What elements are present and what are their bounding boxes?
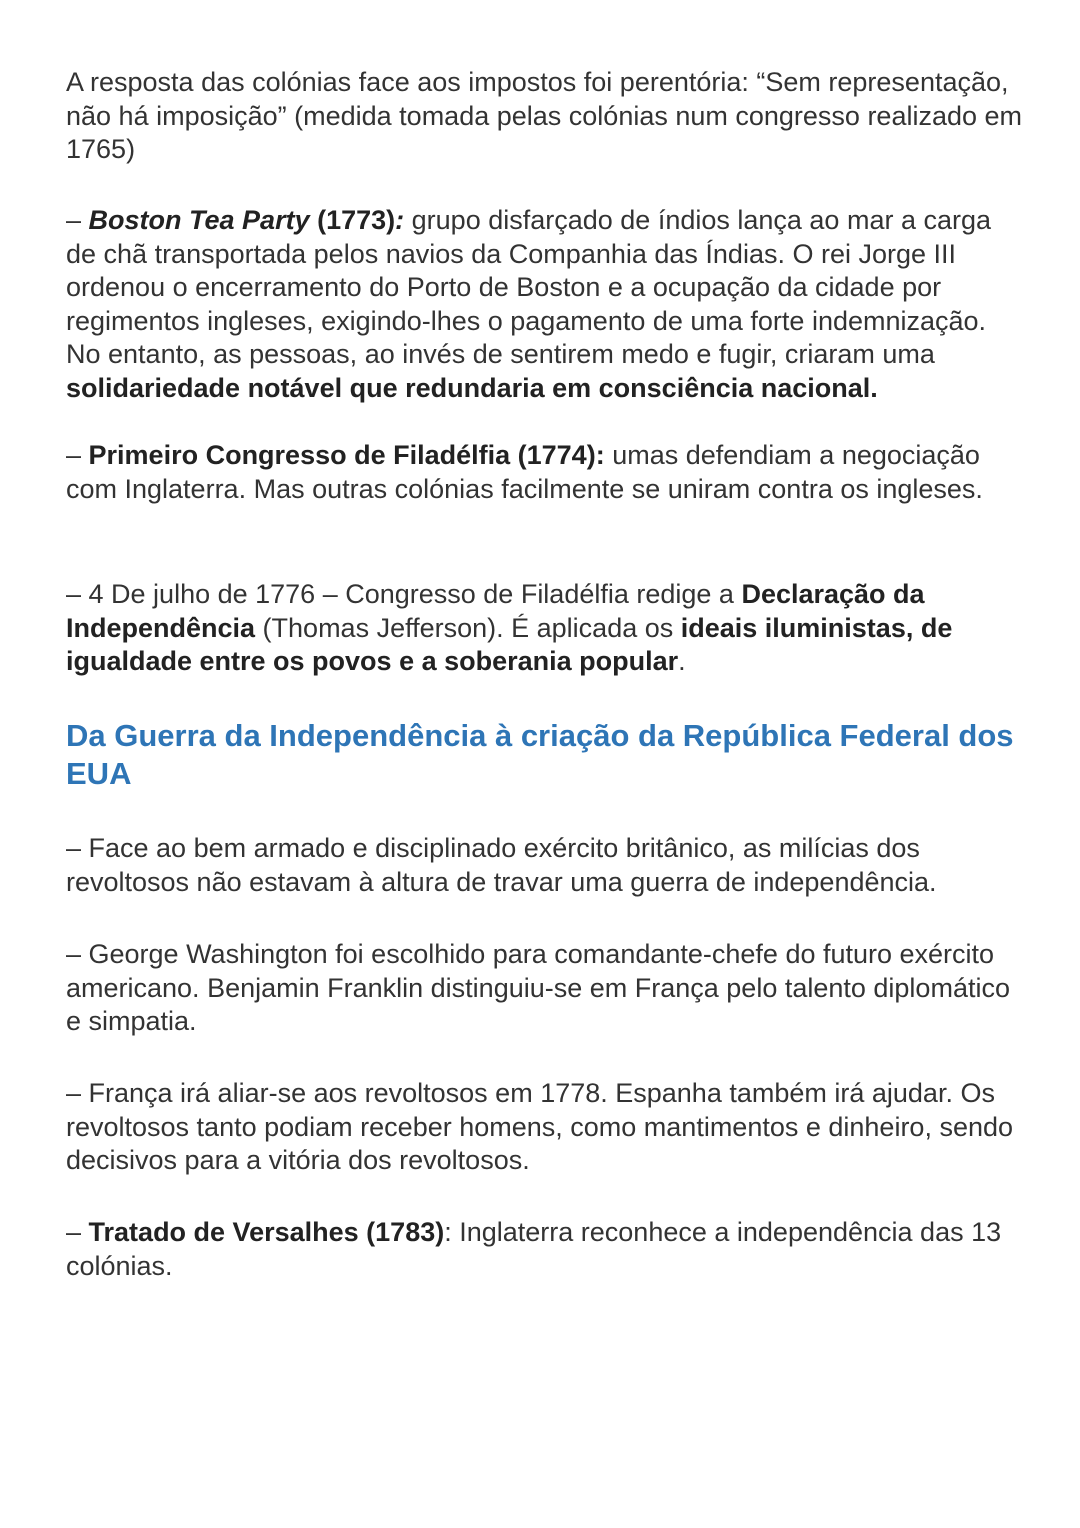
boston-title: Boston Tea Party [88, 205, 310, 235]
boston-year: (1773) [309, 205, 396, 235]
paragraph-intro: A resposta das colónias face aos impostos foi perentória: “Sem representação, não há imposição” (medida tomada pelas colónias num congresso realizado em 1765) [66, 67, 1023, 165]
julho-text-1: – 4 De julho de 1776 – Congresso de Filadélfia redige a [66, 579, 742, 609]
tratado-text: : Inglaterra reconhece a independência das 13 colónias. [66, 1217, 1002, 1281]
dash: – [66, 205, 89, 235]
dash: – [66, 1217, 89, 1247]
paragraph-boston-tea-party [66, 204, 1026, 406]
boston-bold-end: solidariedade notável que redundaria em consciência nacional. [66, 372, 878, 403]
boston-colon: : [395, 205, 405, 235]
julho-text-2: (Thomas Jefferson). É aplicada os [255, 612, 681, 643]
paragraph-tratado-versalhes [66, 1216, 1026, 1283]
paragraph-franca: – França irá aliar-se aos revoltosos em 1778. Espanha também irá ajudar. Os revoltosos tanto podiam receber homens, como mantimentos e dinheiro, sendo decisivos para a vitória dos revoltosos. [66, 1078, 1014, 1176]
dash: – [66, 440, 89, 470]
julho-bold-2: ideais iluministas, de igualdade entre os povos e a soberania popular [66, 612, 953, 677]
primeiro-text: umas defendiam a negociação com Inglaterra. Mas outras colónias facilmente se uniram contra os ingleses. [66, 440, 983, 504]
paragraph-4-julho [66, 578, 1026, 679]
boston-text: grupo disfarçado de índios lança ao mar a carga de chã transportada pelos navios da Companhia das Índias. O rei Jorge III ordenou o encerramento do Porto de Boston e a ocupação da cidade por regimentos ingleses, exigindo-lhes o pagamento de uma forte indemnização. No entanto, as pessoas, ao invés de sentirem medo e fugir, criaram uma [66, 205, 992, 370]
julho-text-3: . [678, 646, 686, 677]
section-heading: Da Guerra da Independência à criação da República Federal dos EUA [66, 718, 1014, 791]
paragraph-face-exercito: – Face ao bem armado e disciplinado exército britânico, as milícias dos revoltosos não estavam à altura de travar uma guerra de independência. [66, 833, 937, 897]
primeiro-title: Primeiro Congresso de Filadélfia (1774): [88, 440, 605, 470]
paragraph-george-washington: – George Washington foi escolhido para comandante-chefe do futuro exército americano. Benjamin Franklin distinguiu-se em França pelo talento diplomático e simpatia. [66, 939, 1010, 1037]
julho-bold-1: Declaração da Independência [66, 579, 925, 643]
paragraph-primeiro-congresso [66, 439, 1026, 506]
tratado-title: Tratado de Versalhes (1783) [88, 1217, 445, 1247]
